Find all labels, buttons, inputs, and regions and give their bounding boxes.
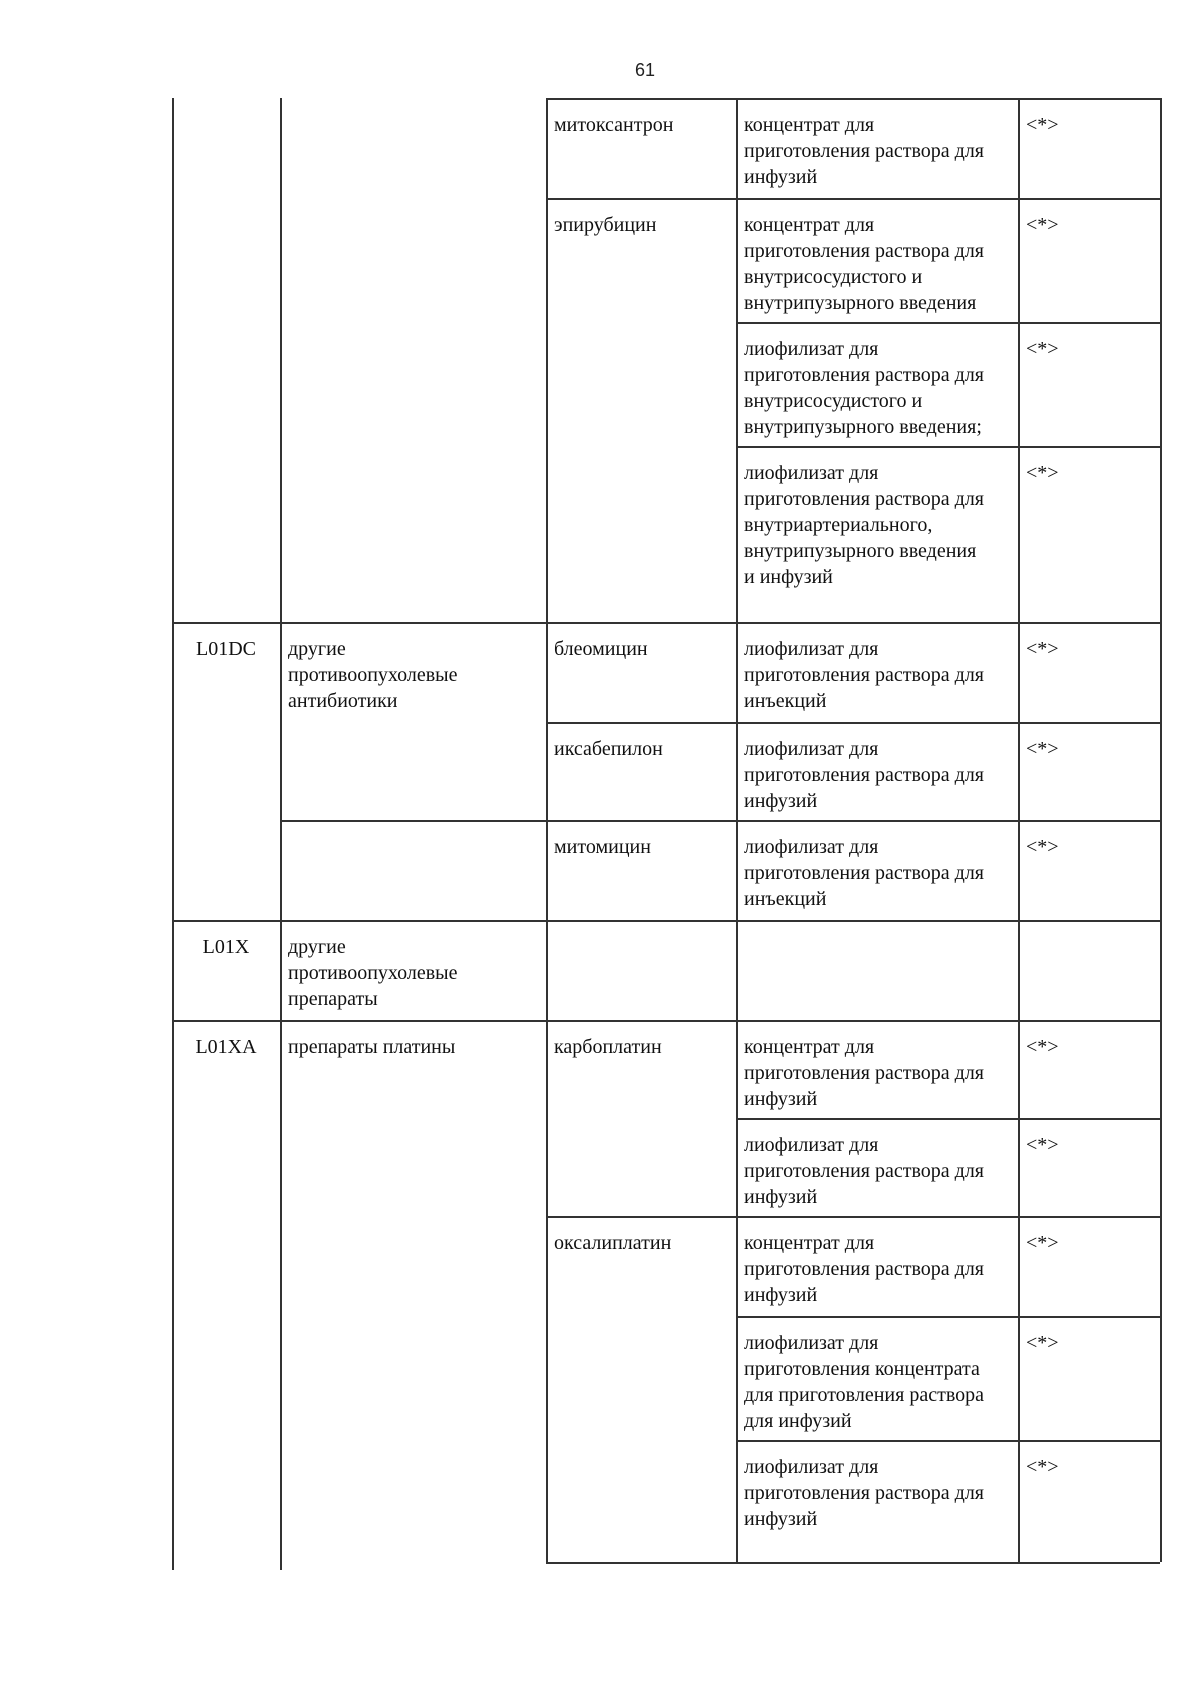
row-border bbox=[736, 1316, 1160, 1318]
dosage-form: лиофилизат для приготовления раствора для инфузий bbox=[744, 1456, 984, 1530]
row-border bbox=[546, 98, 1160, 100]
table-border-code-group bbox=[280, 98, 282, 1570]
dosage-form: концентрат для приготовления раствора для инфузий bbox=[744, 114, 984, 188]
group-name: другие противоопухолевые препараты bbox=[288, 936, 458, 1010]
footnote-mark: <*> bbox=[1026, 1456, 1059, 1478]
footnote-mark: <*> bbox=[1026, 1036, 1059, 1058]
group-name: препараты платины bbox=[288, 1036, 456, 1058]
dosage-form: лиофилизат для приготовления раствора для инфузий bbox=[744, 738, 984, 812]
dosage-form: лиофилизат для приготовления концентрата для приготовления раствора для инфузий bbox=[744, 1332, 984, 1432]
table-column-border bbox=[736, 98, 738, 1562]
row-border bbox=[736, 1118, 1160, 1120]
drug-name: митоксантрон bbox=[554, 114, 674, 136]
row-border bbox=[736, 1440, 1160, 1442]
table-column-border bbox=[1018, 98, 1020, 1562]
footnote-mark: <*> bbox=[1026, 1232, 1059, 1254]
row-border bbox=[546, 198, 1160, 200]
atc-code: L01XA bbox=[195, 1036, 257, 1058]
atc-code: L01X bbox=[202, 936, 250, 958]
footnote-mark: <*> bbox=[1026, 1134, 1059, 1156]
drug-name: карбоплатин bbox=[554, 1036, 662, 1058]
row-border bbox=[736, 446, 1160, 448]
footnote-mark: <*> bbox=[1026, 836, 1059, 858]
dosage-form: лиофилизат для приготовления раствора для внутриартериального, внутрипузырного введения и инфузий bbox=[744, 462, 984, 588]
drug-name: оксалиплатин bbox=[554, 1232, 672, 1254]
row-border bbox=[546, 722, 1160, 724]
dosage-form: лиофилизат для приготовления раствора для инфузий bbox=[744, 1134, 984, 1208]
table-border-left bbox=[172, 98, 174, 1570]
drug-name: иксабепилон bbox=[554, 738, 663, 760]
dosage-form: лиофилизат для приготовления раствора для инъекций bbox=[744, 638, 984, 712]
footnote-mark: <*> bbox=[1026, 738, 1059, 760]
row-border bbox=[172, 920, 1160, 922]
dosage-form: лиофилизат для приготовления раствора для инъекций bbox=[744, 836, 984, 910]
footnote-mark: <*> bbox=[1026, 1332, 1059, 1354]
drug-name: блеомицин bbox=[554, 638, 648, 660]
drug-name: эпирубицин bbox=[554, 214, 657, 236]
drug-name: митомицин bbox=[554, 836, 651, 858]
footnote-mark: <*> bbox=[1026, 214, 1059, 236]
footnote-mark: <*> bbox=[1026, 114, 1059, 136]
group-name: другие противоопухолевые антибиотики bbox=[288, 638, 458, 712]
row-border bbox=[172, 622, 1160, 624]
row-border bbox=[280, 820, 1160, 822]
dosage-form: концентрат для приготовления раствора для внутрисосудистого и внутрипузырного введения bbox=[744, 214, 984, 314]
dosage-form: концентрат для приготовления раствора для инфузий bbox=[744, 1036, 984, 1110]
row-border bbox=[172, 1020, 1160, 1022]
footnote-mark: <*> bbox=[1026, 462, 1059, 484]
table-border-bottom bbox=[546, 1562, 1160, 1564]
footnote-mark: <*> bbox=[1026, 338, 1059, 360]
dosage-form: концентрат для приготовления раствора для инфузий bbox=[744, 1232, 984, 1306]
atc-code: L01DC bbox=[196, 638, 256, 660]
table-column-border bbox=[1160, 98, 1162, 1562]
page-number: 61 bbox=[634, 60, 656, 80]
dosage-form: лиофилизат для приготовления раствора для внутрисосудистого и внутрипузырного введения; bbox=[744, 338, 984, 438]
footnote-mark: <*> bbox=[1026, 638, 1059, 660]
row-border bbox=[546, 1216, 1160, 1218]
table-column-border bbox=[546, 98, 548, 1562]
row-border bbox=[736, 322, 1160, 324]
